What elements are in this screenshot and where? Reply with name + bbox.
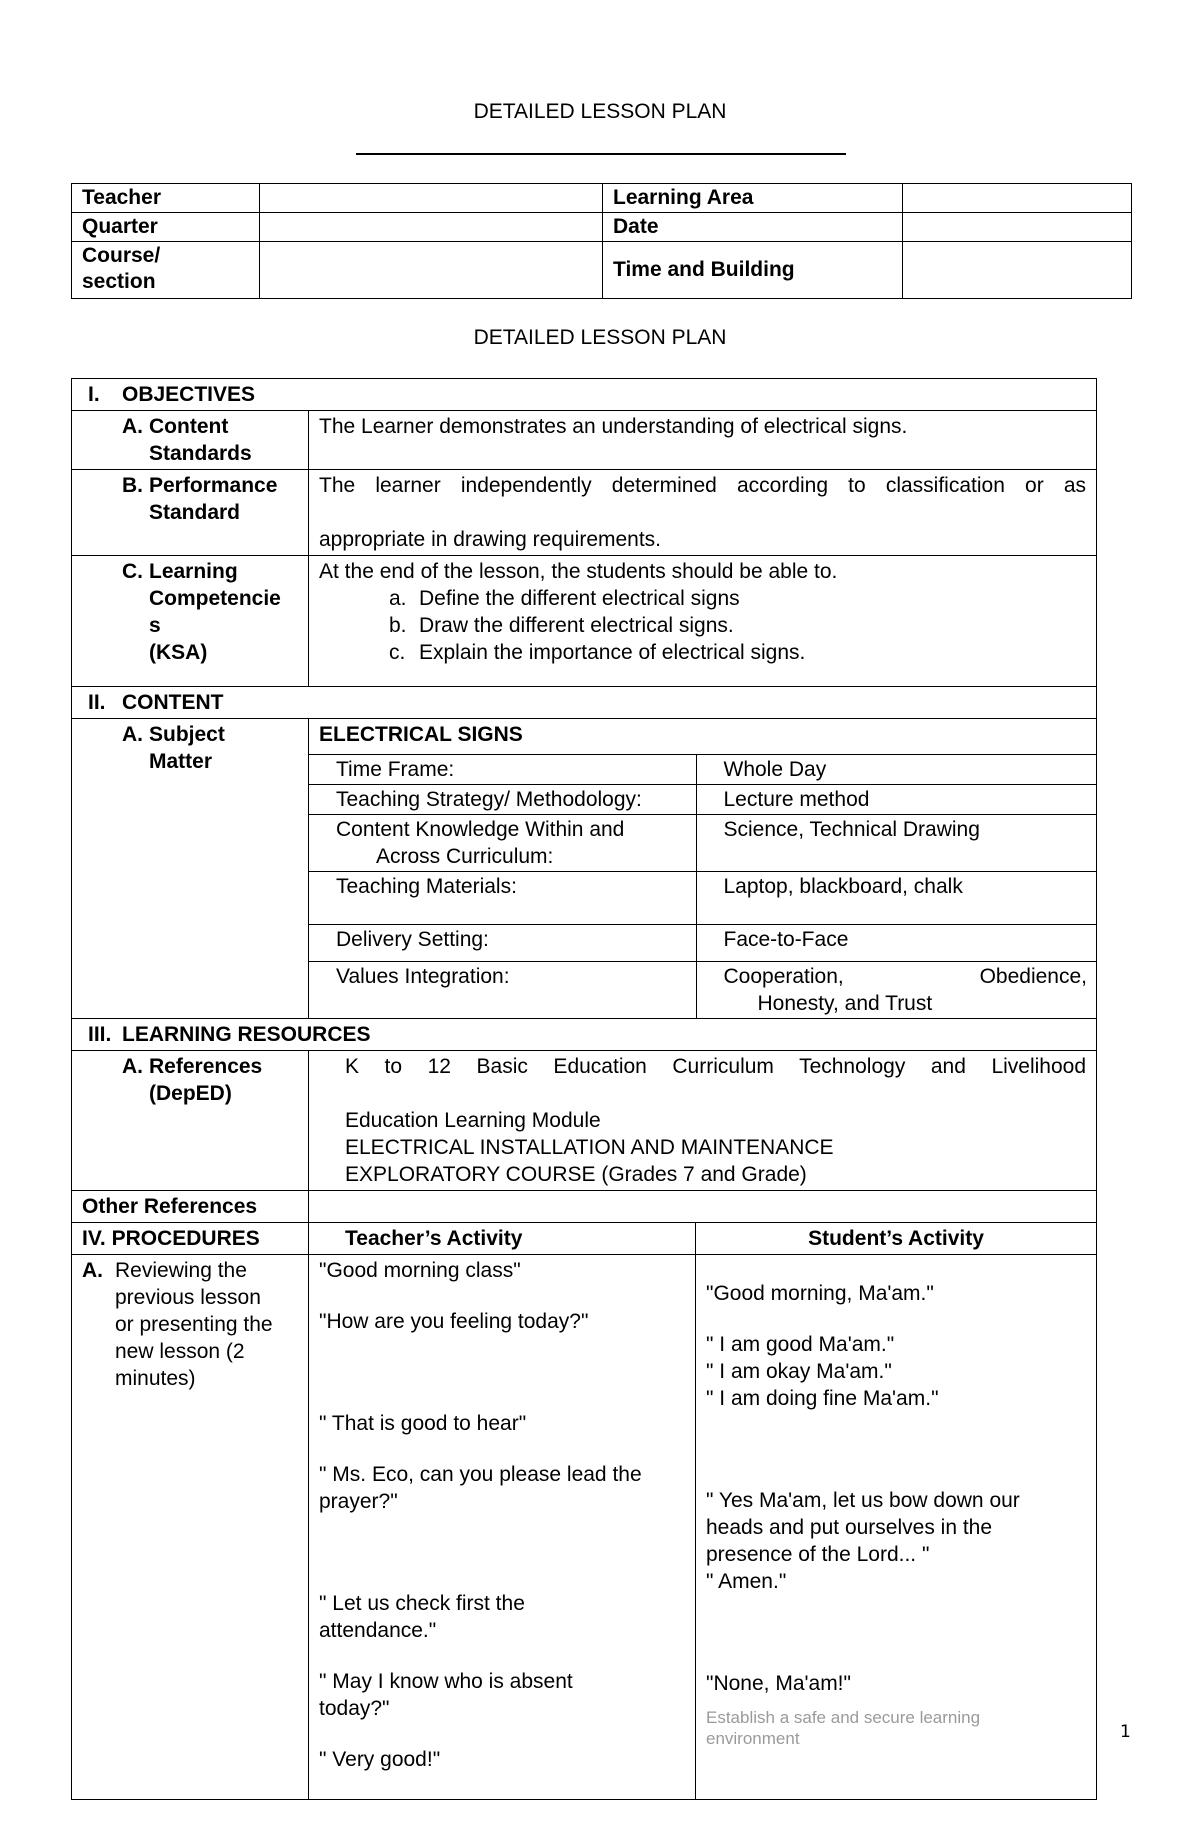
competencies-row xyxy=(72,556,1097,687)
teacher-line: "How are you feeling today?" xyxy=(319,1310,589,1333)
item-mark: B. xyxy=(122,474,143,497)
student-line: "None, Ma'am!" xyxy=(706,1672,851,1695)
course-section-label xyxy=(72,242,260,299)
detail-row xyxy=(309,872,1097,925)
values-label: Values Integration: xyxy=(309,962,696,1019)
item-mark: C. xyxy=(122,560,143,583)
text-line: The learner independently determined according to classification or as xyxy=(319,474,1087,497)
teacher-line: "Good morning class" xyxy=(319,1259,521,1282)
teacher-line: " Very good!" xyxy=(319,1748,441,1771)
item-mark: A. xyxy=(82,1259,103,1282)
label-line: Content xyxy=(149,415,229,438)
item-mark: b. xyxy=(389,614,407,637)
learning-area-value[interactable] xyxy=(903,184,1132,213)
content-standards-row xyxy=(72,411,1097,470)
section-label: section xyxy=(82,270,156,293)
text-line: Education Learning Module xyxy=(345,1109,601,1132)
subject-matter-label xyxy=(72,719,309,1019)
competencies-intro: At the end of the lesson, the students should be able to. xyxy=(319,560,838,583)
text-word: Cooperation, xyxy=(723,965,844,988)
resources-header-row xyxy=(72,1019,1097,1051)
quarter-value[interactable] xyxy=(260,213,603,242)
label-line: (DepED) xyxy=(149,1082,232,1105)
competencies-list xyxy=(319,585,1086,666)
section-label: CONTENT xyxy=(122,691,224,714)
text-word: Obedience, xyxy=(979,965,1087,988)
label-line: Standards xyxy=(149,442,252,465)
teacher-line: prayer?" xyxy=(319,1490,398,1513)
time-frame-label: Time Frame: xyxy=(309,755,696,785)
teacher-line: today?" xyxy=(319,1697,390,1720)
detail-row xyxy=(309,755,1097,785)
list-item xyxy=(389,612,1086,639)
strategy-label: Teaching Strategy/ Methodology: xyxy=(309,785,696,815)
objectives-heading xyxy=(72,379,1097,411)
materials-value: Laptop, blackboard, chalk xyxy=(696,872,1097,925)
student-activity-cell xyxy=(696,1255,1097,1800)
section-number: II. xyxy=(88,691,106,714)
label-line: References xyxy=(149,1055,263,1078)
header-info-table xyxy=(71,183,1132,299)
performance-standard-row xyxy=(72,470,1097,556)
student-line: " Yes Ma'am, let us bow down our xyxy=(706,1489,1020,1512)
label-line: new lesson (2 xyxy=(115,1340,245,1363)
student-line: " Amen." xyxy=(706,1570,787,1593)
text-line: K to 12 Basic Education Curriculum Technology and Livelihood xyxy=(345,1055,1087,1078)
student-line: " I am okay Ma'am." xyxy=(706,1360,892,1383)
delivery-value: Face-to-Face xyxy=(696,925,1097,962)
resources-heading xyxy=(72,1019,1097,1051)
procedures-header-row xyxy=(72,1223,1097,1255)
text-line: appropriate in drawing requirements. xyxy=(319,528,662,551)
date-value[interactable] xyxy=(903,213,1132,242)
content-standards-text: The Learner demonstrates an understanding of electrical signs. xyxy=(309,411,1097,470)
competencies-label xyxy=(72,556,309,687)
title-underline xyxy=(356,153,846,155)
teacher-line: " May I know who is absent xyxy=(319,1670,573,1693)
student-line: presence of the Lord... " xyxy=(706,1543,930,1566)
student-line: " I am good Ma'am." xyxy=(706,1333,895,1356)
item-text: Explain the importance of electrical signs. xyxy=(419,641,806,664)
detail-row xyxy=(309,815,1097,872)
content-header-row xyxy=(72,687,1097,719)
student-activity-heading: Student’s Activity xyxy=(696,1223,1097,1255)
teacher-activity-cell xyxy=(309,1255,696,1800)
performance-standard-label xyxy=(72,470,309,556)
competencies-text xyxy=(309,556,1097,687)
procedure-a-row xyxy=(72,1255,1097,1800)
knowledge-value: Science, Technical Drawing xyxy=(696,815,1097,872)
document-subtitle: DETAILED LESSON PLAN xyxy=(473,326,727,349)
procedures-heading: IV. PROCEDURES xyxy=(72,1223,309,1255)
label-line: Learning xyxy=(149,560,238,583)
subject-details-table xyxy=(309,754,1097,1018)
references-text xyxy=(309,1051,1097,1191)
subject-matter-row xyxy=(72,719,1097,1019)
teacher-line: " Let us check first the xyxy=(319,1592,525,1615)
detail-row xyxy=(309,925,1097,962)
lesson-plan-table xyxy=(71,378,1097,1800)
list-item xyxy=(389,585,1086,612)
values-value xyxy=(696,962,1097,1019)
detail-row xyxy=(309,962,1097,1019)
document-title: DETAILED LESSON PLAN xyxy=(473,100,727,123)
label-line: Standard xyxy=(149,501,241,524)
item-text: Define the different electrical signs xyxy=(419,587,740,610)
strategy-value: Lecture method xyxy=(696,785,1097,815)
materials-label: Teaching Materials: xyxy=(309,872,696,925)
section-label: LEARNING RESOURCES xyxy=(122,1023,371,1046)
list-item xyxy=(389,639,1086,666)
student-line: "Good morning, Ma'am." xyxy=(706,1282,934,1305)
delivery-label: Delivery Setting: xyxy=(309,925,696,962)
item-mark: A. xyxy=(122,1055,143,1078)
time-building-label: Time and Building xyxy=(603,242,903,299)
label-line: Competencie xyxy=(149,587,281,610)
label-line: s xyxy=(149,614,161,637)
annotation-note: environment xyxy=(706,1729,800,1748)
item-mark: A. xyxy=(122,723,143,746)
subject-matter-cell xyxy=(309,719,1097,1019)
teacher-line: attendance." xyxy=(319,1619,437,1642)
time-building-value[interactable] xyxy=(903,242,1132,299)
course-section-value[interactable] xyxy=(260,242,603,299)
label-line: previous lesson xyxy=(115,1286,261,1309)
teacher-label: Teacher xyxy=(72,184,260,213)
content-heading xyxy=(72,687,1097,719)
other-references-label: Other References xyxy=(72,1191,309,1223)
text-line: Honesty, and Trust xyxy=(757,992,933,1015)
date-label: Date xyxy=(603,213,903,242)
annotation-note: Establish a safe and secure learning xyxy=(706,1708,981,1727)
section-label: OBJECTIVES xyxy=(122,383,256,406)
subject-title: ELECTRICAL SIGNS xyxy=(319,723,523,746)
text-line: Content Knowledge Within and xyxy=(336,818,625,841)
performance-standard-text xyxy=(309,470,1097,556)
teacher-line: " Ms. Eco, can you please lead the xyxy=(319,1463,642,1486)
text-line: Across Curriculum: xyxy=(376,845,554,868)
label-line: or presenting the xyxy=(115,1313,273,1336)
references-row xyxy=(72,1051,1097,1191)
teacher-value[interactable] xyxy=(260,184,603,213)
item-mark: c. xyxy=(389,641,406,664)
student-line: " I am doing fine Ma'am." xyxy=(706,1387,939,1410)
label-line: Matter xyxy=(149,750,213,773)
item-mark: a. xyxy=(389,587,407,610)
teacher-activity-heading: Teacher’s Activity xyxy=(309,1223,696,1255)
procedure-a-label xyxy=(72,1255,309,1800)
content-standards-label xyxy=(72,411,309,470)
quarter-label: Quarter xyxy=(72,213,260,242)
detail-row xyxy=(309,785,1097,815)
section-number: I. xyxy=(88,383,100,406)
text-line: EXPLORATORY COURSE (Grades 7 and Grade) xyxy=(345,1163,807,1186)
objectives-header-row xyxy=(72,379,1097,411)
label-line: Performance xyxy=(149,474,278,497)
label-line: minutes) xyxy=(115,1367,196,1390)
course-label: Course/ xyxy=(82,244,161,267)
item-text: Draw the different electrical signs. xyxy=(419,614,734,637)
section-number: III. xyxy=(88,1023,112,1046)
learning-area-label: Learning Area xyxy=(603,184,903,213)
other-references-row xyxy=(72,1191,1097,1223)
label-line: (KSA) xyxy=(149,641,208,664)
item-mark: A. xyxy=(122,415,143,438)
teacher-line: " That is good to hear" xyxy=(319,1412,527,1435)
knowledge-label xyxy=(309,815,696,872)
text-line: ELECTRICAL INSTALLATION AND MAINTENANCE xyxy=(345,1136,834,1159)
label-line: Reviewing the xyxy=(115,1259,247,1282)
references-label xyxy=(72,1051,309,1191)
time-frame-value: Whole Day xyxy=(696,755,1097,785)
other-references-value xyxy=(309,1191,1097,1223)
student-line: heads and put ourselves in the xyxy=(706,1516,993,1539)
page-number: 1 xyxy=(1120,1722,1131,1742)
label-line: Subject xyxy=(149,723,225,746)
